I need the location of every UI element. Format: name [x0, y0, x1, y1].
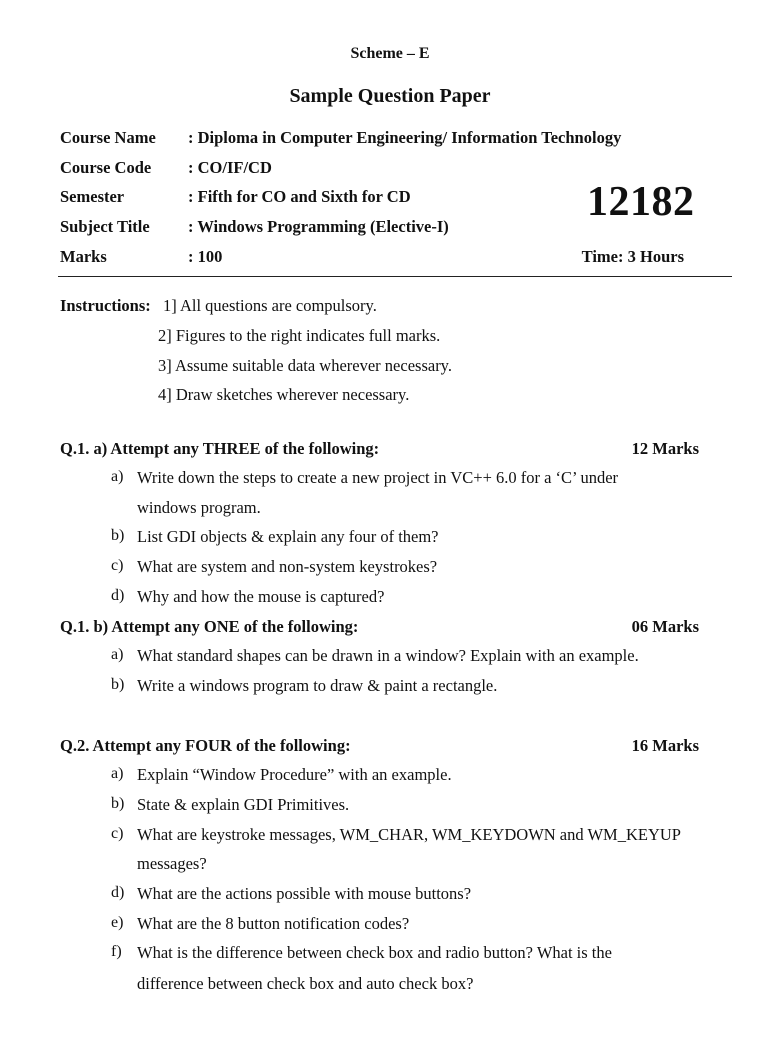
question-letter: a) [111, 765, 124, 782]
marks-label: Marks [60, 247, 107, 266]
question-letter: d) [111, 587, 125, 604]
question-1a-marks: 12 Marks [631, 439, 699, 458]
question-text-continued: difference between check box and auto check box? [137, 974, 474, 993]
question-1a-heading: Q.1. a) Attempt any THREE of the following: [60, 439, 380, 458]
paper-code: 12182 [587, 179, 695, 225]
question-text: List GDI objects & explain any four of them? [137, 527, 439, 546]
instruction-item: 3] Assume suitable data wherever necessary. [158, 356, 452, 375]
question-letter: e) [111, 914, 124, 931]
question-1b-marks: 06 Marks [631, 617, 699, 636]
question-text: What are the 8 button notification codes? [137, 914, 410, 933]
question-text: What are system and non-system keystrokes? [137, 557, 438, 576]
question-text-continued: messages? [137, 854, 207, 873]
subject-title-value: : Windows Programming (Elective-I) [188, 217, 449, 236]
question-text: Why and how the mouse is captured? [137, 587, 385, 606]
question-letter: c) [111, 557, 124, 574]
marks-value: : 100 [188, 247, 223, 266]
instructions-label: Instructions: [60, 296, 151, 315]
question-text: State & explain GDI Primitives. [137, 795, 350, 814]
instruction-item: 1] All questions are compulsory. [163, 296, 377, 315]
question-letter: a) [111, 468, 124, 485]
page-title: Sample Question Paper [289, 85, 491, 107]
course-name-label: Course Name [60, 128, 156, 147]
question-text: What are keystroke messages, WM_CHAR, WM_KEYDOWN and WM_KEYUP [137, 825, 681, 844]
question-1b-heading: Q.1. b) Attempt any ONE of the following: [60, 617, 359, 636]
question-letter: c) [111, 825, 124, 842]
question-letter: a) [111, 646, 124, 663]
question-text: Explain “Window Procedure” with an example. [137, 765, 452, 784]
instruction-item: 4] Draw sketches wherever necessary. [158, 385, 410, 404]
instruction-item: 2] Figures to the right indicates full marks. [158, 326, 441, 345]
question-letter: d) [111, 884, 125, 901]
question-letter: b) [111, 795, 125, 812]
header-divider [58, 276, 732, 277]
semester-value: : Fifth for CO and Sixth for CD [188, 187, 411, 206]
question-2-heading: Q.2. Attempt any FOUR of the following: [60, 736, 351, 755]
exam-duration: Time: 3 Hours [581, 247, 684, 266]
question-text: What standard shapes can be drawn in a window? Explain with an example. [137, 646, 639, 665]
question-text: Write down the steps to create a new project in VC++ 6.0 for a ‘C’ under [137, 468, 619, 487]
course-code-value: : CO/IF/CD [188, 158, 272, 177]
question-letter: b) [111, 676, 125, 693]
question-letter: b) [111, 527, 125, 544]
question-text: Write a windows program to draw & paint a rectangle. [137, 676, 498, 695]
question-text: What is the difference between check box and radio button? What is the [137, 943, 612, 962]
question-letter: f) [111, 943, 122, 960]
question-2-marks: 16 Marks [631, 736, 699, 755]
question-text: What are the actions possible with mouse buttons? [137, 884, 472, 903]
course-code-label: Course Code [60, 158, 152, 177]
subject-title-label: Subject Title [60, 217, 150, 236]
semester-label: Semester [60, 187, 125, 206]
course-name-value: : Diploma in Computer Engineering/ Information Technology [188, 128, 622, 147]
scheme-label: Scheme – E [350, 45, 430, 62]
question-text-continued: windows program. [137, 498, 261, 517]
